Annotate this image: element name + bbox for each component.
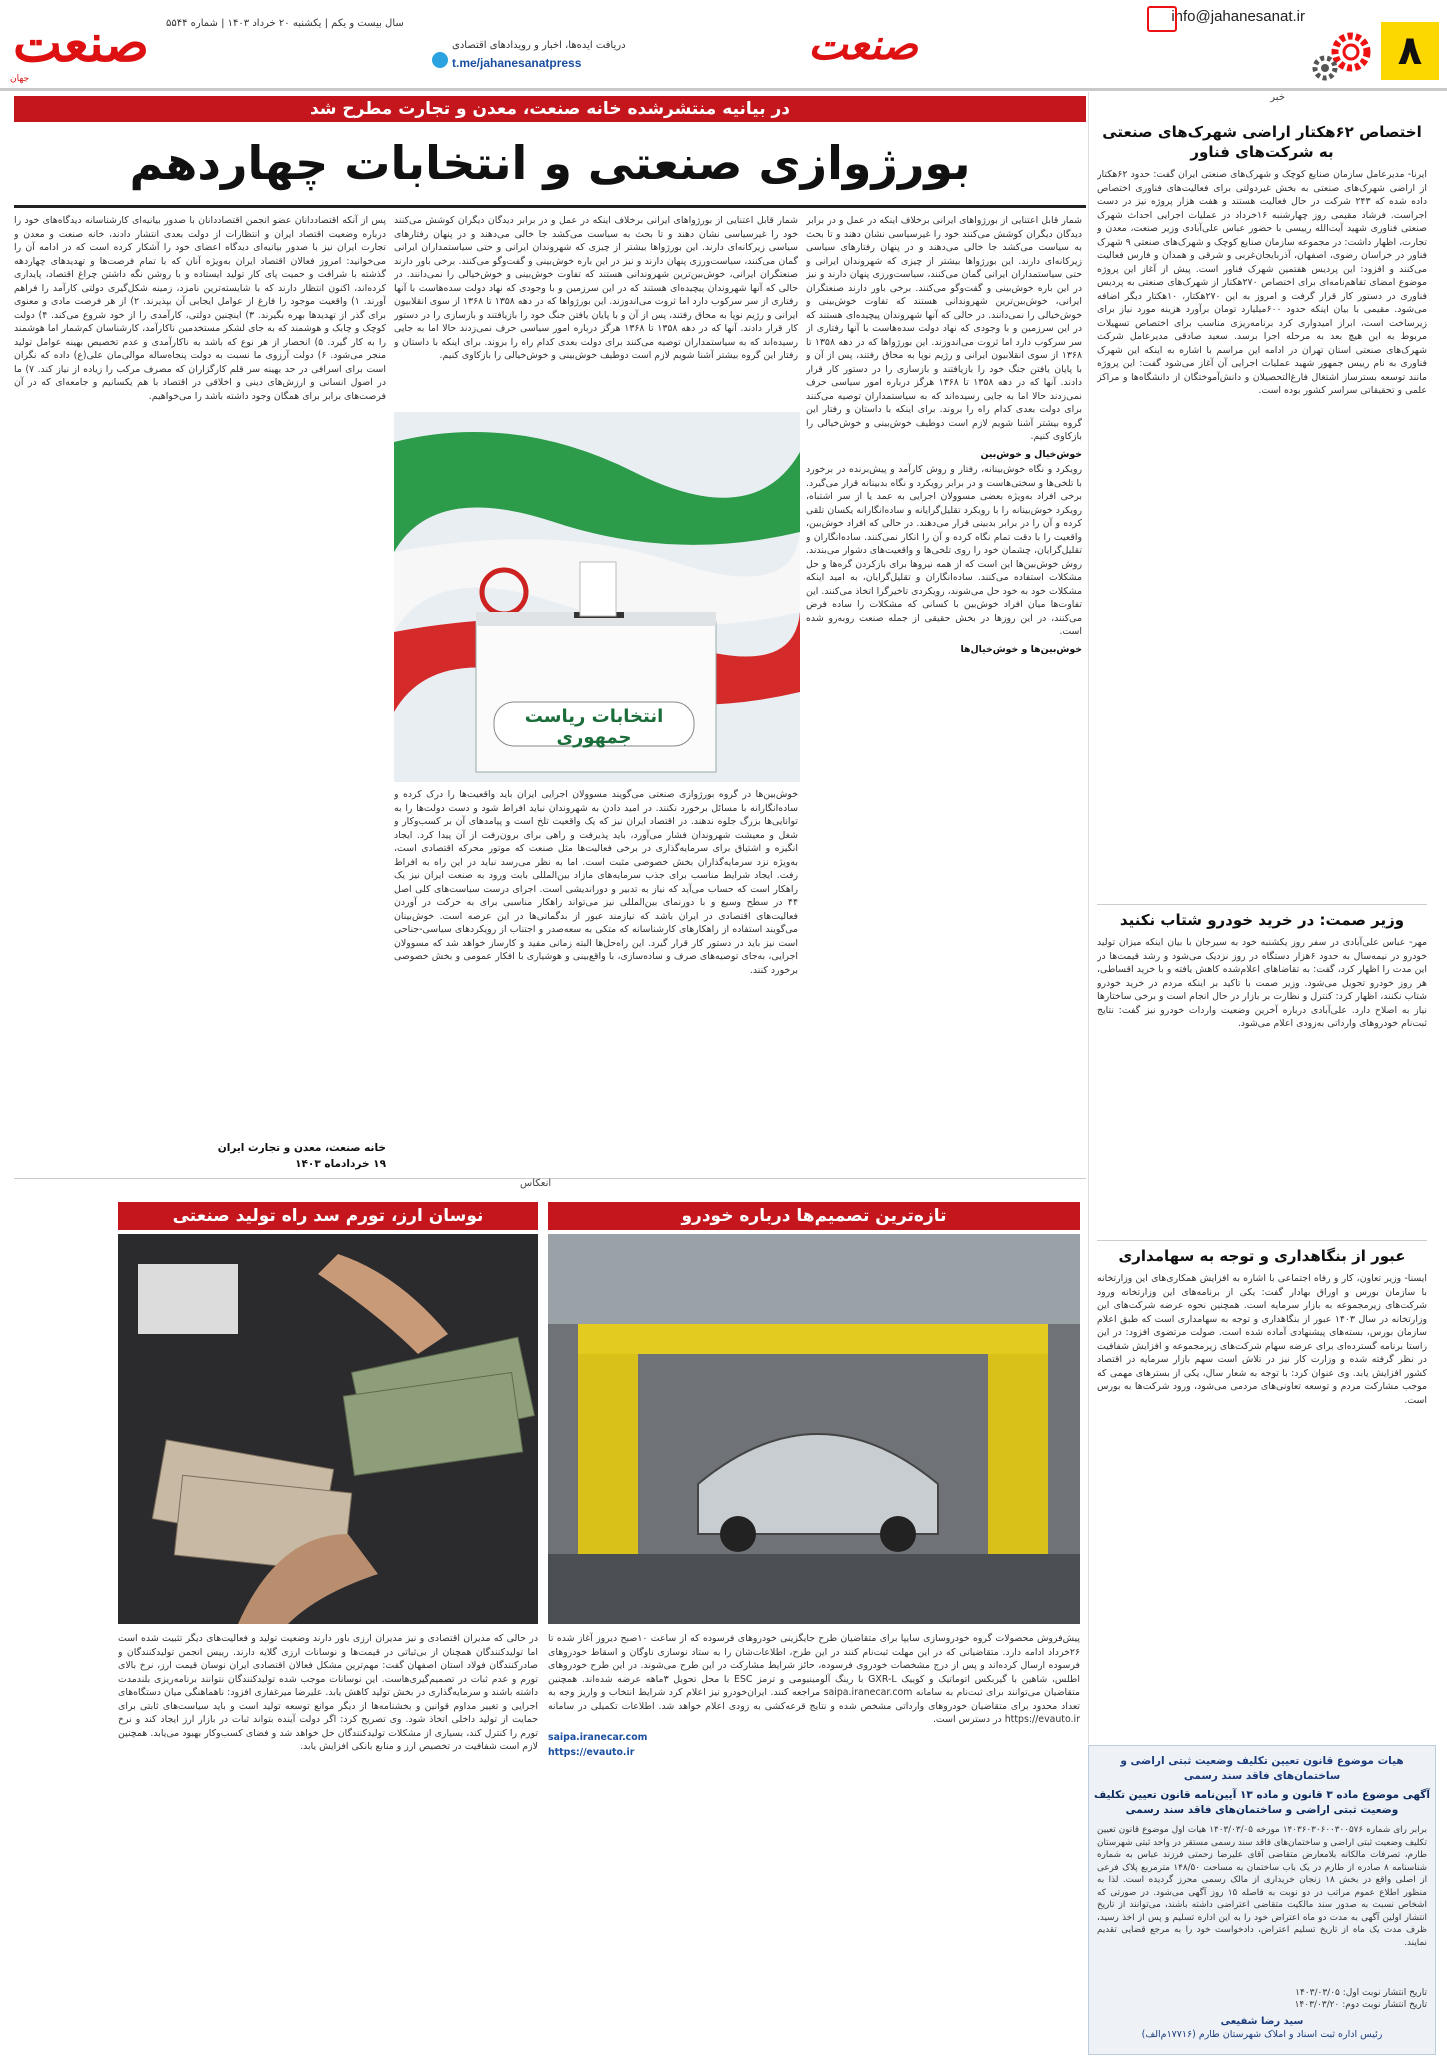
notice-subtitle: آگهی موضوع ماده ۳ قانون و ماده ۱۳ آیین‌نامه قانون تعیین تکلیف وضعیت ثبتی اراضی و ساختمان‌های فاقد سند رسمی: [1094, 1789, 1430, 1816]
story-title-cars: تازه‌ترین تصمیم‌ها درباره خودرو: [548, 1202, 1080, 1230]
story-body-currency: [118, 1632, 538, 2052]
telegram-link[interactable]: t.me/jahanesanatpress: [452, 56, 582, 70]
story-title-currency: نوسان ارز، تورم سد راه تولید صنعتی: [118, 1202, 538, 1230]
notice-date-first: تاریخ انتشار نوبت اول: ۱۴۰۳/۰۳/۰۵: [1295, 1988, 1427, 1998]
article-paragraph: رویکرد و نگاه خوش‌بینانه، رفتار و روش کارآمد و پیش‌برنده در برخورد با تلخی‌ها و سختی‌هاست و در برابر رویکرد و نگاه بدبینانه قرار می‌گیرد. برخی افراد به‌ویژه بعضی مسوولان اجرایی به عمد یا از سر اشتباه، رویکرد خوش‌بینانه را با رویکرد تقلیل‌گرایانه و ساده‌انگارانه یکسان تلقی کرده و آن را در برابر بدبینی قرار می‌دهند. در حالی که افراد خوش‌بین، واقعیت را با دقت تمام نگاه کرده و آن را انکار نمی‌کنند. ساده‌انگاران و تقلیل‌گرایان، چشمان خود را روی تلخی‌ها و واقعیت‌های دشوار می‌بندند. روش خوش‌بین‌ها این است که از همه نیروها برای بازکردن گره‌ها و حل مشکلات استفاده می‌کنند. ساده‌انگاران و تقلیل‌گرایان، به امید اینکه مشکلات خود به خود حل می‌شوند، رویکردی تاخیرگرا اتخاذ می‌کنند. این تفاوت‌ها میان افراد خوش‌بین با کسانی که مشکلات را ساده فرض می‌کنند، در این روزها در بخش حقیقی از جمله صنعت روبه‌رو شده است.: [806, 464, 1082, 637]
news-title: وزیر صمت: در خرید خودرو شتاب نکنید: [1119, 911, 1405, 929]
telegram-icon: [432, 52, 448, 68]
page-header: [0, 0, 1447, 92]
news-body: ایرنا- مدیرعامل سازمان صنایع کوچک و شهرک‌های صنعتی ایران گفت: حدود ۶۲هکتار از اراضی شهرک‌های صنعتی به بخش غیردولتی برای فعالیت‌های فناوری اختصاص داده شده که ۲۴۳ شرکت در حال فعالیت هستند و هفت هزار پروژه نیز در دست اجراست. فرشاد مقیمی روز چهارشنبه ۱۶خرداد در عملیات اجرایی احداث شهرک صنعتی فناوری شهید آیت‌الله رییسی با حضور عباس علی‌آبادی وزیر صنعت، معدن و تجارت، اظهار داشت: در مجموعه سازمان صنایع کوچک و شهرک‌های صنعتی ۹ شهرک فناور در خراسان رضوی، اصفهان، آذربایجان‌غربی و شرقی و همدان و فارس فعالیت می‌کنند و افزود: این پردیس هفتمین شهرک فناور است. پیش از آغاز این پروژه موضوع امضای تفاهم‌نامه‌ای برای اختصاص ۲۷۰هکتار از شهرک‌های صنعتی به پردیس فناوری در دستور کار قرار گرفت و امروز به این ۲۷۰هکتار، ۱۰هکتار دیگر اضافه می‌شود. مقیمی با بیان اینکه حدود ۶۰۰میلیارد تومان برآورد هزینه مورد نیاز برای زیرساخت است، ابراز امیدواری کرد برنامه‌ریزی مناسب برای اختصاص تسهیلات مربوط به این هیچ بعد به مرحله اجرا برسد. سعید صادقی مدیرعامل شرکت شهرک‌های صنعتی استان تهران در ادامه این مراسم با اشاره به اینکه این شهرک فناوری به نام رییس جمهور شهید عملیات اجرایی آن آغاز می‌شود گفت: این پروژه مانند توسعه بسترساز اشتغال فارغ‌التحصیلان و دانش‌آموختگان از دانشگاه‌ها و مراکز علمی و تحقیقاتی سراسر کشور بوده است.: [1097, 169, 1427, 396]
page-number: ۸: [1381, 22, 1439, 80]
article-paragraph: شمار قابل اعتنایی از بورژواهای ایرانی برخلاف اینکه در عمل و در برابر دیدگان دیگران کوشش می‌کنند خود را غیرسیاسی نشان دهند و تا بحث به سیاست می‌کشد جا خالی می‌دهند و در پنهان رفتارهای سیاسی زیرکانه‌ای دارند. این بورژواها بیشتر از چیزی که شهروندان ایرانی و حتی سیاستمداران ایرانی گمان می‌کنند، سیاست‌ورزی پنهان دارند و نیز در این باره خوش‌بینی و گفت‌وگو می‌کنند. برخی باور دارند صنعتگران ایرانی، خوش‌بین‌ترین شهروندانی هستند که تفاوت خوش‌بینی و خوش‌خیالی را نمی‌دانند. در حالی که آنها شهروندان پیچیده‌ای هستند که در این سرزمین و با وجودی که نهاد دولت سده‌هاست با آنها رفتاری از سر سرکوب دارد اما ثروت می‌اندوزند. این بورژواها که در دهه ۱۳۵۸ تا ۱۳۶۸ از سوی انقلابیون ایرانی و رژیم نوپا به محاق رفتند، پس از آن و با پایان یافتن جنگ خود را بازیافتند و بازسازی را در دستور کار قرار دادند. آنها که در دهه ۱۳۵۸ تا ۱۳۶۸ هرگز درباره امور سیاسی حرف نمی‌زدند حالا اما به جایی رسیده‌اند که به سیاستمداران توصیه می‌کنند برای دولت بعدی کدام راه را بروند. برای اینکه با داستان و رفتار این گروه بیشتر آشنا شویم لازم است دوطیف خوش‌بینی و خوش‌خیالی را بازکاوی کنیم.: [394, 215, 798, 361]
headline-rule: [14, 205, 1086, 208]
header-divider: [0, 88, 1447, 91]
article-paragraph: شمار قابل اعتنایی از بورژواهای ایرانی برخلاف اینکه در عمل و در برابر دیدگان دیگران کوشش می‌کنند خود را غیرسیاسی نشان دهند و تا بحث به سیاست می‌کشد جا خالی می‌دهند و در پنهان رفتارهای سیاسی زیرکانه‌ای دارند. این بورژواها بیشتر از چیزی که شهروندان ایرانی و حتی سیاستمداران ایرانی گمان می‌کنند، سیاست‌ورزی پنهان دارند و نیز در این باره خوش‌بینی و گفت‌وگو می‌کنند. برخی باور دارند صنعتگران ایرانی، خوش‌بین‌ترین شهروندانی هستند که تفاوت خوش‌بینی و خوش‌خیالی را نمی‌دانند. در حالی که آنها شهروندان پیچیده‌ای هستند که در این سرزمین و با وجودی که نهاد دولت سده‌هاست با آنها رفتاری از سر سرکوب دارد اما ثروت می‌اندوزند. این بورژواها که در دهه ۱۳۵۸ تا ۱۳۶۸ از سوی انقلابیون ایرانی و رژیم نوپا به محاق رفتند، پس از آن و با پایان یافتن جنگ خود را بازیافتند و بازسازی را در دستور کار قرار دادند. آنها که در دهه ۱۳۵۸ تا ۱۳۶۸ هرگز درباره امور سیاسی حرف نمی‌زدند حالا اما به جایی رسیده‌اند که به سیاستمداران توصیه می‌کنند برای دولت بعدی کدام راه را بروند. برای اینکه با داستان و رفتار این گروه بیشتر آشنا شویم لازم است دوطیف خوش‌بینی و خوش‌خیالی را بازکاوی کنیم.: [806, 215, 1082, 442]
news-divider: [1097, 904, 1427, 905]
evauto-link[interactable]: https://evauto.ir: [548, 1747, 635, 1758]
gears-icon: [1311, 26, 1375, 82]
news-title: اختصاص ۶۲هکتار اراضی شهرک‌های صنعتی به شرکت‌های فناور: [1102, 123, 1422, 161]
telegram-caption: دریافت ایده‌ها، اخبار و رویدادهای اقتصادی: [452, 40, 626, 51]
story-body-cars: [548, 1632, 1080, 2052]
notice-signer-role: رئیس اداره ثبت اسناد و املاک شهرستان طارم (۱۷۷۱۶م‌الف): [1141, 2029, 1383, 2040]
ballot-caption: انتخابات ریاست جمهوری: [524, 706, 664, 748]
email-address[interactable]: info@jahanesanat.ir: [1171, 8, 1305, 25]
article-paragraph: خوش‌بین‌ها در گروه بورژوازی صنعتی می‌گویند مسوولان اجرایی ایران باید واقعیت‌ها را درک کرده و ساده‌انگارانه با مسائل برخورد نکنند. در امید دادن به شهروندان نباید افراط شود و دست دولت‌ها را به توانایی‌ها بزرگ جلوه ندهند. در اقتصاد ایران نیز که یک واقعیت تلخ است و پیامدهای آن بر کسب‌وکار و شغل و معیشت شهروندان فشار می‌آورد، باید پذیرفت و راهی برای برون‌رفت از آن پیدا کرد. ایجاد انگیزه و اشتیاق برای سرمایه‌گذاری در برخی فعالیت‌ها مثل صنعت که موتور محرکه اقتصادی است، به‌ویژه نزد سرمایه‌گذاران بخش خصوصی مثبت است. اما به نظر می‌رسد نباید در این راه به افراط رفت. ایجاد شرایط مناسب برای جذب سرمایه‌های مازاد بین‌المللی بابت ورود به صنعت ایران نیز یک راهکار است که حساب می‌آید که نیاز به تدبیر و دوراندیشی است. اجرای درست سیاست‌های کلی اصل ۴۴ در سطح وسیع و با دورنمای بین‌المللی نیز می‌تواند راهکار مناسبی برای به حرکت در آوردن فعالیت‌های اقتصادی در ایران باشد که نیازمند عبور از بدگمانی‌ها در این عرصه است. خوش‌بینان می‌گویند استفاده از راهکارهای کارشناسانه که متکی به سعه‌صدر و اجتناب از رویکردهای سیاسی-جناحی است نیز باید در دستور کار قرار گیرد. این راه‌حل‌ها البته زمانی مفید و کارساز خواهد شد که مسوولان اجرایی، به‌جای توصیه‌های صرف و ساده‌سازی، با واقع‌بینی و هوشیاری با افکار عمومی و بخش خصوصی برخورد کنند.: [394, 789, 798, 976]
masthead-title: صنعت: [13, 13, 149, 74]
article-subhead: خوش‌بین‌ها و خوش‌خیال‌ها: [960, 643, 1082, 655]
notice-body: برابر رای شماره ۱۴۰۳۶۰۳۰۶۰۰۳۰۰۵۷۶ مورخه ۱۴۰۳/۰۳/۰۵ هیات اول موضوع قانون تعیین تکلیف وضعیت ثبتی اراضی و ساختمان‌های فاقد سند رسمی مستقر در واحد ثبتی شهرستان طارم، تصرفات مالکانه بلامعارض متقاضی آقای علیرضا زحمتی فرزند عباس به شماره شناسنامه ۸ صادره از طارم در یک باب ساختمان به مساحت ۱۴۸/۵۰ مترمربع پلاک فرعی از اصلی واقع در بخش ۱۸ زنجان خریداری از مالک رسمی محرز گردیده است. لذا به منظور اطلاع عموم مراتب در دو نوبت به فاصله ۱۵ روز آگهی می‌شود. در صورتی که اشخاص نسبت به صدور سند مالکیت متقاضی اعتراضی داشته باشند، می‌توانند از تاریخ انتشار اولین آگهی به مدت دو ماه اعتراض خود را به این اداره تسلیم و پس از اخذ رسید، ظرف مدت یک ماه از تاریخ تسلیم اعتراض، دادخواست خود را به مرجع قضایی تقدیم نمایند.: [1097, 1825, 1427, 1948]
notice-date-second: تاریخ انتشار نوبت دوم: ۱۴۰۳/۰۳/۲۰: [1294, 2000, 1427, 2010]
article-kicker: در بیانیه منتشرشده خانه صنعت، معدن و تجارت مطرح شد: [14, 96, 1086, 122]
article-column-right: [806, 214, 1082, 1174]
signature-name: خانه صنعت، معدن و تجارت ایران: [217, 1142, 386, 1154]
news-title: عبور از بنگاهداری و توجه به سهامداری: [1118, 1247, 1406, 1265]
news-sidebar: [1088, 92, 1435, 1744]
bottom-tag: انعکاس: [520, 1178, 552, 1189]
masthead-logo: [6, 13, 156, 84]
news-item: [1097, 910, 1427, 1246]
story-paragraph: در حالی که مدیران اقتصادی و نیز مدیران ارزی باور دارند وضعیت تولید و فعالیت‌های دیگر تثبیت شده است اما تولیدکنندگان همچنان از بی‌ثباتی در قیمت‌ها و نوسانات ارزی گلایه دارند. رییس انجمن تولیدکنندگان و صادرکنندگان فولاد استان اصفهان گفت: مهم‌ترین مشکل فعالان اقتصادی ایران نوسان قیمت ارز، نرخ بالای تورم و عدم ثبات در تصمیم‌گیری‌هاست. این نوسانات موجب شده تولیدکنندگان نتوانند برنامه‌ریزی بلندمدت داشته باشند و سرمایه‌گذاری در بخش تولید کاهش یابد. علیرضا میرغفاری افزود: ناهماهنگی میان دستگاه‌های اجرایی و تغییر مداوم قوانین و بخشنامه‌ها از دیگر موانع توسعه تولید است و باید سیاست‌های ثابتی برای حمایت از تولید داخلی اتخاذ شود. وی تصریح کرد: اگر دولت آینده بتواند ثبات در بازار ارز ایجاد کند و نرخ تورم را کنترل کند، بسیاری از مشکلات تولیدکنندگان حل خواهد شد و فضای کسب‌وکار بهبود می‌یابد. همچنین لازم است شفافیت در تخصیص ارز و منابع بانکی افزایش یابد.: [118, 1633, 538, 1752]
saipa-link[interactable]: saipa.iranecar.com: [548, 1731, 648, 1743]
notice-signer: سید رضا شفیعی: [1220, 2016, 1304, 2027]
notice-title: هیات موضوع قانون تعیین تکلیف وضعیت ثبتی اراضی و ساختمان‌های فاقد سند رسمی: [1120, 1755, 1404, 1782]
news-item: [1097, 122, 1427, 898]
article-column-mid: [394, 788, 798, 1174]
car-factory-photo: [548, 1234, 1080, 1624]
sidebar-tag: خبر: [1270, 92, 1285, 103]
statement-signature: [14, 1140, 386, 1172]
article-column-left: [14, 214, 386, 1144]
article-paragraph: پس از آنکه اقتصاددانان عضو انجمن اقتصاددانان با صدور بیانیه‌ای کارشناسانه دیدگاه‌های خود را درباره وضعیت اقتصاد ایران و انتظارات از دولت بعدی انتشار دادند، خانه صنعت و معدن و تجارت ایران نیز با صدور بیانیه‌ای دیدگاه اعضای خود را آشکار کرده است که در ادامه آن را می‌خوانید: امروز فعالان اقتصاد ایران به‌ویژه آنان که با تمام فرصت‌ها و تهدیدهای چهاردهه گذشته با شرافت و حمیت پای کار تولید ایستاده و با روشن نگه داشتن چراغ اقتصاد، پایداری کرده‌اند، اکنون انتظار دارند که با شایسته‌ترین نامزد، زمینه شکل‌گیری دولتی کارآمد را فراهم آورند. ۱) واقعیت موجود را فارغ از عوامل ایجابی آن بپذیرند. ۲) از هر فرصت مادی و معنوی برای گذر از تهدیدها بهره بگیرند. ۳) اینچنین دولتی، کارآمدی را از خود شروع می‌کند. ۴) دولت کوچک و چابک و هوشمند که به جای لشکر مستخدمین ناکارآمد، کارشناسان کم‌شمار اما هوشمند را به کار گیرد. ۵) انحصار از هر نوع که باشد به ناکارآمدی و عدم تخصیص بهینه عوامل تولید منجر می‌شود. ۶) دولت آرزوی ما نسبت به دولت پنجاه‌ساله موالی‌مان علی(ع) داده که نگران است برای اسرافی در حد بهینه سر قلم کارگزاران که مصرف مرکب را زیاده از نیاز کند. ۷) ما در اصول انسانی و ارزش‌های دینی و اخلاقی در اقتصاد با هم یکسانیم و جامعه‌ای که در آن فرصت‌های برابر برای همگان وجود داشته باشد را می‌خواهیم.: [14, 215, 386, 402]
story-paragraph: پیش‌فروش محصولات گروه خودروسازی سایپا برای متقاضیان طرح جایگزینی خودروهای فرسوده که از ساعت ۱۰صبح دیروز آغاز شده تا ۲۶خرداد ادامه دارد. متقاضیانی که در این مهلت ثبت‌نام کنند در این طرح، اطلاعات‌شان را به ستاد نوسازی ناوگان و اسقاط خودروهای فرسوده ارسال کرده‌اند و پس از درج مشخصات خودروی فرسوده، حائز شرایط مشارکت در این طرح می‌شوند. در این طرح خودروهای اطلس، شاهین با گیربکس اتوماتیک و کوییک GXR-L با رینگ آلومینیومی و ترمز ESC با محل تحویل ۳ماهه عرضه شده‌اند. همچنین متقاضیان می‌توانند برای ثبت‌نام به سامانه saipa.iranecar.com مراجعه کنند. ایران‌خودرو نیز اعلام کرد شرایط انتخاب و واریز وجه به تعداد محدود برای متقاضیان خودروهای وارداتی مشخص شده و نتایج قرعه‌کشی به زودی اعلام خواهد شد. اطلاعات تکمیلی در سامانه https://evauto.ir در دسترس است.: [548, 1633, 1080, 1725]
signature-date: ۱۹ خرداد‌ماه ۱۴۰۳: [295, 1158, 386, 1170]
article-column-mid-top: [394, 214, 798, 406]
section-logo: صنعت: [808, 20, 918, 69]
news-item: [1097, 1246, 1427, 1742]
news-body: مهر- عباس علی‌آبادی در سفر روز یکشنبه خود به سیرجان با بیان اینکه میزان تولید خودرو در نیمه‌سال به حدود ۶هزار دستگاه در روز نزدیک می‌شود و رشد قیمت‌ها در این مدت را اظهار کرد، گفت: به تقاضاهای اعلام‌شده کاهش یافته و با خرید اقساطی، هر روز خودرو تحویل می‌شود. وزیر صمت با تاکید بر اینکه مردم در خرید خودرو شتاب نکنند، اظهار کرد: کنترل و نظارت بر بازار در حال انجام است و برخی ساختارها نیاز به اصلاح دارد. علی‌آبادی درباره آخرین وضعیت واردات خودرو نیز گفت: نتایج ثبت‌نام خودروهای وارداتی به‌زودی اعلام می‌شود.: [1097, 937, 1427, 1029]
news-divider: [1097, 1240, 1427, 1241]
masthead-subtitle: جهان: [10, 74, 30, 84]
article-headline: بورژوازی صنعتی و انتخابات چهاردهم: [129, 136, 971, 190]
news-body: ایسنا- وزیر تعاون، کار و رفاه اجتماعی با اشاره به افزایش همکاری‌های این وزارتخانه با سازمان بورس و اوراق بهادار گفت: یکی از برنامه‌های این وزارتخانه ورود شرکت‌های زیرمجموعه به بازار سرمایه است. همچنین نحوه عرضه شرکت‌های این وزارتخانه در سال ۱۴۰۳ عبور از بنگاهداری و توجه به سهامداری است که طبق اعلام سازمان بورس، بسته‌های پیشنهادی آماده شده است. صولت مرتضوی افزود: در این راستا برنامه گسترده‌ای برای عرضه سهام شرکت‌های زیرمجموعه و افزایش شفافیت در نظر گرفته شده و وزارت کار نیز در تلاش است سهم بازار سرمایه در اقتصاد کشور افزایش یابد. وی عنوان کرد: با توجه به شعار سال، یکی از بسترهای مهمی که موجب مشارکت مردم و توسعه تعاونی‌های مردمی می‌شود، ورود شرکت‌ها به بورس است.: [1097, 1273, 1427, 1406]
legal-notice: [1088, 1745, 1436, 2055]
article-subhead: خوش‌خیال و خوش‌بین: [980, 448, 1082, 460]
currency-exchange-photo: [118, 1234, 538, 1624]
mail-icon: [1147, 6, 1177, 32]
issue-line: سال بیست و یکم | یکشنبه ۲۰ خرداد ۱۴۰۳ | شماره ۵۵۴۴: [166, 18, 404, 29]
